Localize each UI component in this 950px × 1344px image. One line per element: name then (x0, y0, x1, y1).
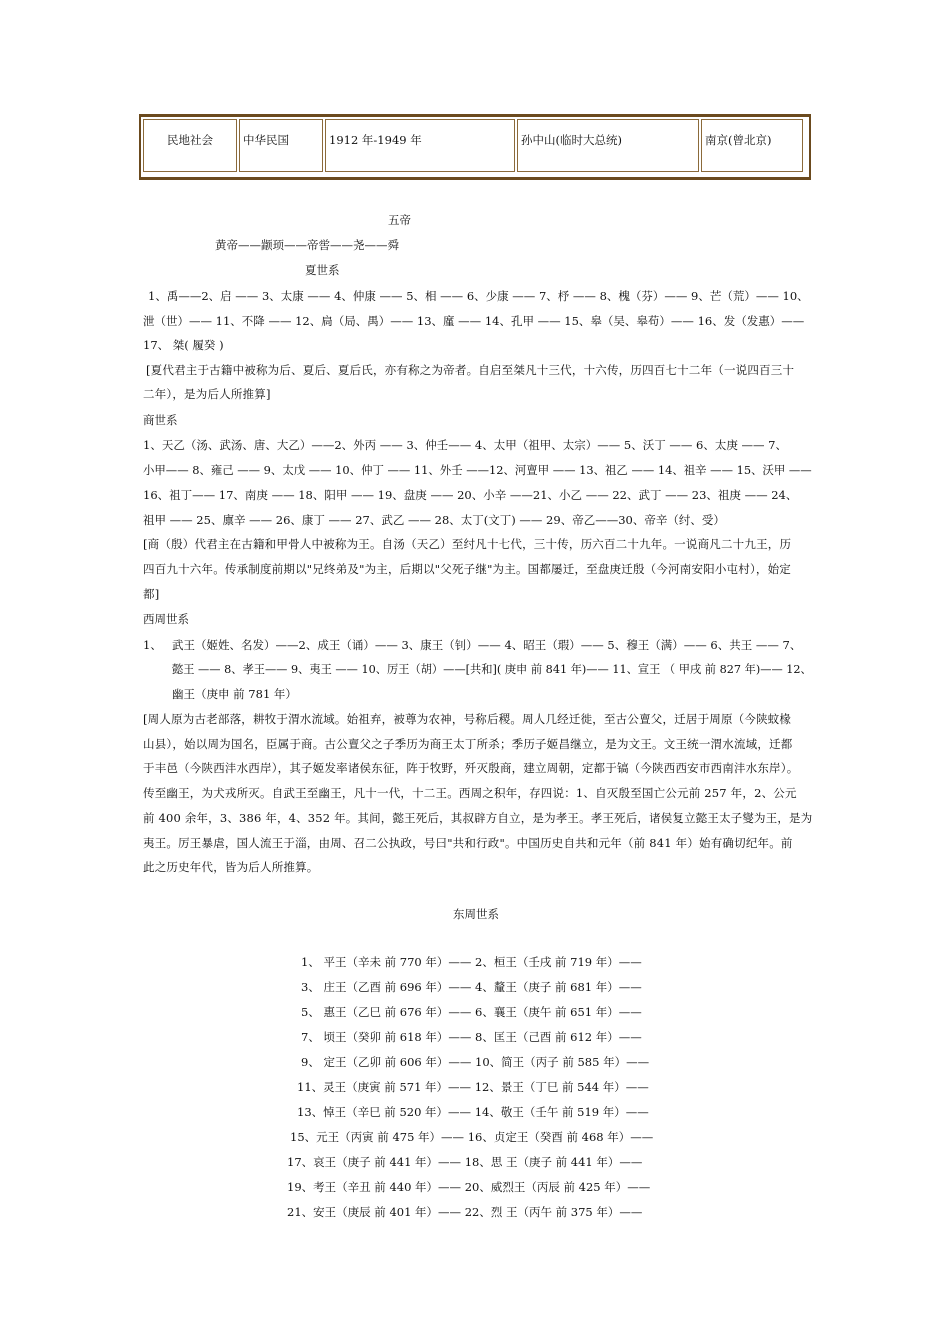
dongzhou-line: 1、 平王（辛未 前 770 年）—— 2、桓王（壬戌 前 719 年）—— (301, 955, 642, 969)
xia-line: 泄（世）—— 11、不降 —— 12、扃（局、禺）—— 13、廑 —— 14、孔甲 —— 15、皋（吴、皋苟）—— 16、发（发惠）—— (143, 314, 805, 328)
xizhou-note-line: 于丰邑（今陕西沣水西岸），其子姬发率诸侯东征，阵于牧野，歼灭殷商，建立周朝，定都于镐（今陕西西安市西南沣水东岸）。 (143, 761, 799, 775)
xizhou-note-line: [周人原为古老部落，耕牧于渭水流域。始祖弃，被尊为农神，号称后稷。周人几经迁徙，至古公亶父，迁居于周原（今陕蚊椽 (143, 712, 792, 726)
dongzhou-line: 9、 定王（乙卯 前 606 年）—— 10、简王（丙子 前 585 年）—— (301, 1055, 650, 1069)
xia-title: 夏世系 (305, 263, 340, 277)
shang-line: 16、祖丁—— 17、南庚 —— 18、阳甲 —— 19、盘庚 —— 20、小辛 ——21、小乙 —— 22、武丁 —— 23、祖庚 —— 24、 (143, 488, 798, 502)
shang-note-line: 四百九十六年。传承制度前期以"兄终弟及"为主，后期以"父死子继"为主。国都屡迁，至盘庚迁殷（今河南安阳小屯村），始定 (143, 562, 792, 576)
xizhou-note-line: 山县），始以周为国名，臣属于商。古公亶父之子季历为商王太丁所杀；季历子姬昌继立，是为文王。文王统一渭水流域，迁都 (143, 737, 793, 751)
xizhou-number: 1、 (143, 638, 162, 652)
dongzhou-title: 东周世系 (453, 907, 499, 921)
shang-note-line: [商（殷）代君主在古籍和甲骨人中被称为王。自汤（天乙）至纣凡十七代，三十传，历六百二十九年。一说商凡二十九王，历 (143, 537, 792, 551)
xizhou-line: 武王（姬姓、名发）——2、成王（诵）—— 3、康王（钊）—— 4、昭王（瑕）—— 5、穆王（满）—— 6、共王 —— 7、 (172, 638, 802, 652)
shang-note-line: 都] (143, 587, 160, 601)
shang-title: 商世系 (143, 413, 178, 427)
shang-line: 祖甲 —— 25、廪辛 —— 26、康丁 —— 27、武乙 —— 28、太丁(文丁) —— 29、帝乙——30、帝辛（纣、受） (143, 513, 725, 527)
dongzhou-line: 19、考王（辛丑 前 440 年）—— 20、威烈王（丙辰 前 425 年）—— (287, 1180, 651, 1194)
xizhou-note-line: 前 400 余年，3、386 年，4、352 年。其间，懿王死后，其叔辟方自立，是为孝王。孝王死后，诸侯复立懿王太子燮为王，是为 (143, 811, 813, 825)
wudi-title: 五帝 (388, 213, 411, 227)
dongzhou-line: 13、悼王（辛巳 前 520 年）—— 14、敬王（壬午 前 519 年）—— (297, 1105, 649, 1119)
table-cell-period: 1912 年-1949 年 (325, 119, 515, 172)
xizhou-title: 西周世系 (143, 612, 189, 626)
shang-line: 1、天乙（汤、武汤、唐、大乙）——2、外丙 —— 3、仲壬—— 4、太甲（祖甲、太宗）—— 5、沃丁 —— 6、太庚 —— 7、 (143, 438, 787, 452)
dongzhou-line: 7、 顷王（癸卯 前 618 年）—— 8、匡王（己酉 前 612 年）—— (301, 1030, 642, 1044)
table-cell-founder: 孙中山(临时大总统) (517, 119, 699, 172)
shang-line: 小甲—— 8、雍己 —— 9、太戊 —— 10、仲丁 —— 11、外壬 ——12、河亶甲 —— 13、祖乙 —— 14、祖辛 —— 15、沃甲 —— (143, 463, 812, 477)
table-cell-dynasty: 中华民国 (239, 119, 323, 172)
xia-line: 17、 桀( 履癸 ) (143, 338, 224, 352)
xia-note-line: [夏代君主于古籍中被称为后、夏后、夏后氏，亦有称之为帝者。自启至桀凡十三代，十六传，历四百七十二年（一说四百三十 (146, 363, 795, 377)
dongzhou-line: 11、灵王（庚寅 前 571 年）—— 12、景王（丁巳 前 544 年）—— (297, 1080, 649, 1094)
xia-note-line: 二年），是为后人所推算] (143, 387, 271, 401)
dongzhou-line: 17、哀王（庚子 前 441 年）—— 18、思 王（庚子 前 441 年）—— (287, 1155, 643, 1169)
dongzhou-line: 15、元王（丙寅 前 475 年）—— 16、贞定王（癸酉 前 468 年）—— (290, 1130, 654, 1144)
xizhou-line: 懿王 —— 8、孝王—— 9、夷王 —— 10、厉王（胡）——[共和]( 庚申 前 841 年)—— 11、宣王 （ 甲戌 前 827 年)—— 12、 (172, 662, 812, 676)
dynasty-table (139, 114, 811, 180)
dongzhou-line: 3、 庄王（乙酉 前 696 年）—— 4、釐王（庚子 前 681 年）—— (301, 980, 642, 994)
table-cell-capital: 南京(曾北京) (701, 119, 803, 172)
xia-line: 1、禹——2、启 —— 3、太康 —— 4、仲康 —— 5、相 —— 6、少康 —— 7、杼 —— 8、槐（芬）—— 9、芒（荒）—— 10、 (148, 289, 809, 303)
table-cell-society: 民地社会 (143, 119, 237, 172)
xizhou-note-line: 传至幽王，为犬戎所灭。自武王至幽王，凡十一代，十二王。西周之积年，存四说：1、自灭殷至国亡公元前 257 年，2、公元 (143, 786, 797, 800)
xizhou-note-line: 夷王。厉王暴虐，国人流王于淄，由周、召二公执政，号曰"共和行政"。中国历史自共和元年（前 841 年）始有确切纪年。前 (143, 836, 793, 850)
xizhou-line: 幽王（庚申 前 781 年） (172, 687, 297, 701)
xizhou-note-line: 此之历史年代，皆为后人所推算。 (143, 860, 319, 874)
wudi-line: 黄帝——颛顼——帝喾——尧——舜 (215, 238, 399, 252)
dongzhou-line: 5、 惠王（乙巳 前 676 年）—— 6、襄王（庚午 前 651 年）—— (301, 1005, 642, 1019)
dongzhou-line: 21、安王（庚辰 前 401 年）—— 22、烈 王（丙午 前 375 年）—— (287, 1205, 643, 1219)
